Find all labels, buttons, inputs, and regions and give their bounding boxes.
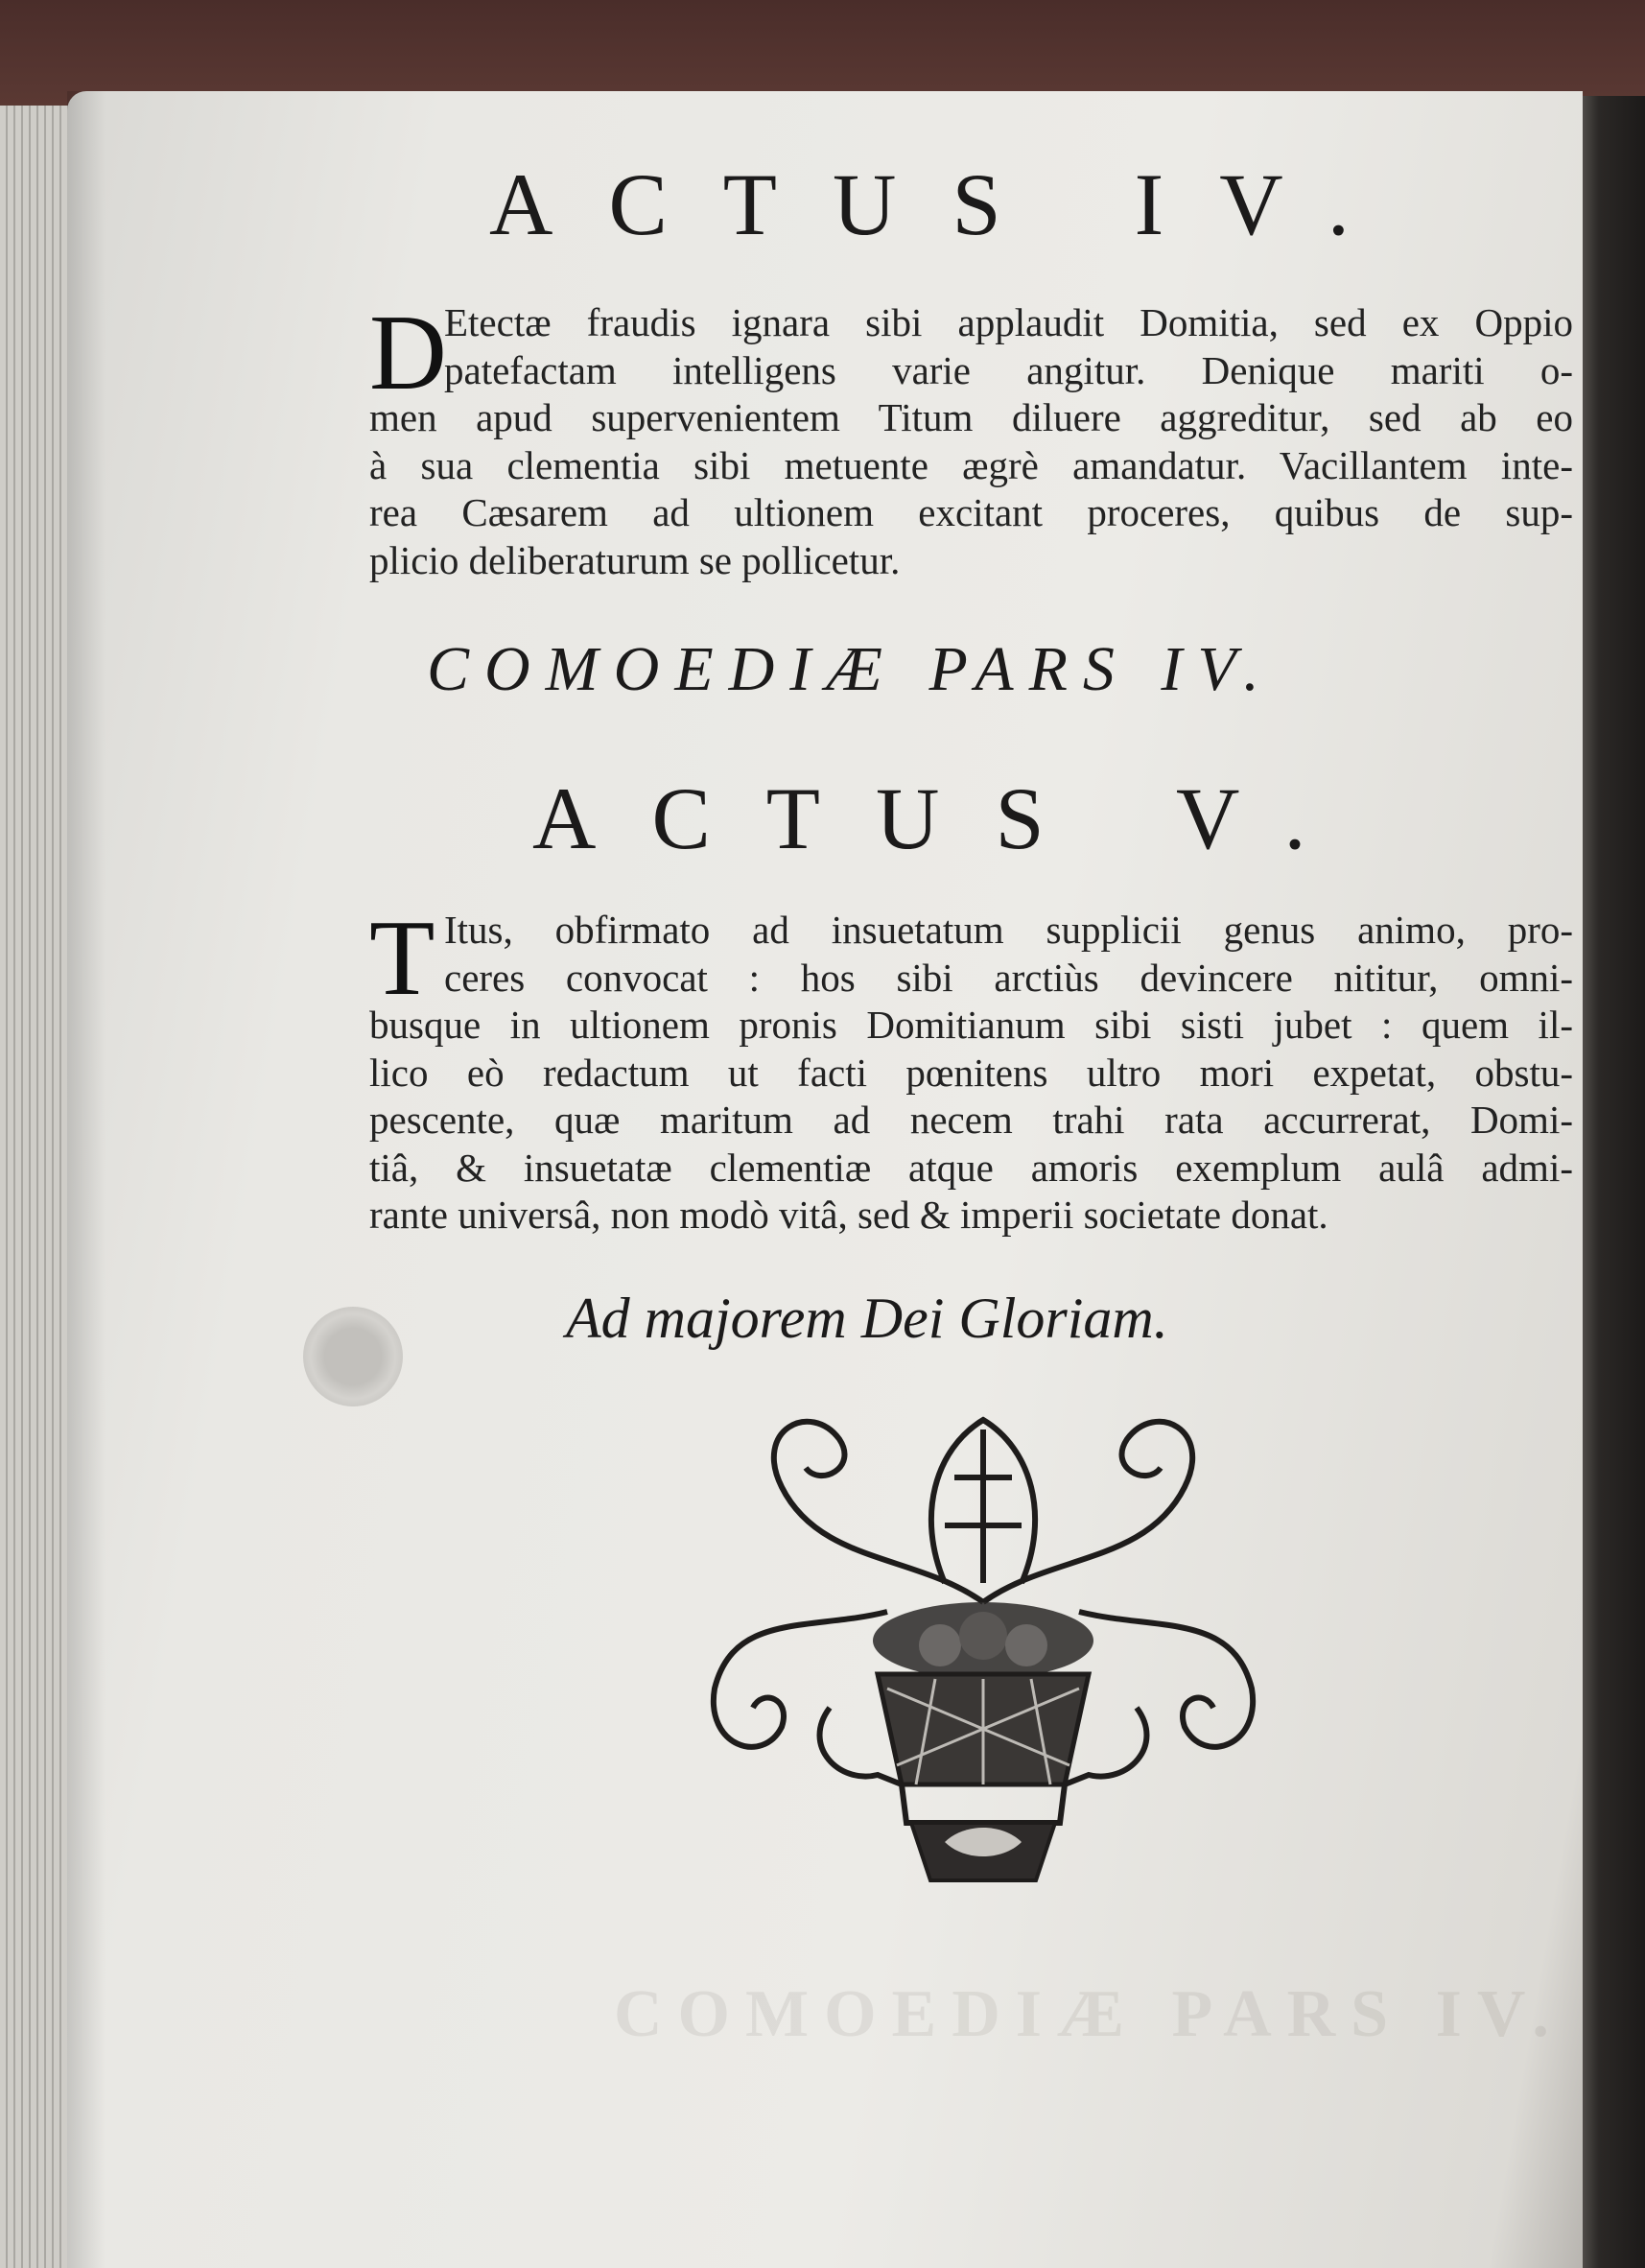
page-gutter-shadow: [67, 91, 106, 2268]
text-line: rante universâ, non modò vitâ, sed & imperii societate donat.: [369, 1193, 1328, 1237]
text-line: tiâ, & insuetatæ clementiæ atque amoris exemplum aulâ admi-: [369, 1145, 1573, 1190]
paragraph-act-v: [369, 899, 1573, 1240]
text-line: Itus, obfirmato ad insuetatum supplicii genus animo, pro-: [444, 908, 1573, 952]
text-line: patefactam intelligens varie angitur. Denique mariti o-: [444, 347, 1573, 392]
text-line: Etectæ fraudis ignara sibi applaudit Domitia, sed ex Oppio: [444, 300, 1573, 344]
drop-cap: T: [369, 899, 435, 1018]
heading-actus-iv: ACTUS IV.: [489, 155, 1405, 253]
text-line: plicio deliberaturum se pollicetur.: [369, 537, 901, 582]
library-stamp-icon: [303, 1307, 403, 1406]
text-line: busque in ultionem pronis Domitianum sibi sisti jubet : quem il-: [369, 1003, 1573, 1047]
motto: Ad majorem Dei Gloriam.: [566, 1287, 1168, 1350]
text-line: à sua clementia sibi metuente ægrè amandatur. Vacillantem inte-: [369, 442, 1573, 487]
ornament-vase-icon: [695, 1401, 1271, 1890]
text-line: men apud supervenientem Titum diluere aggreditur, sed ab eo: [369, 395, 1573, 439]
text-line: pescente, quæ maritum ad necem trahi rata accurrerat, Domi-: [369, 1098, 1573, 1142]
text-line: lico eò redactum ut facti pœnitens ultro mori expetat, obstu-: [369, 1050, 1573, 1095]
text-line: ceres convocat : hos sibi arctiùs devincere nititur, omni-: [444, 955, 1573, 1000]
paragraph-act-iv: [369, 294, 1573, 584]
drop-cap: D: [369, 294, 447, 413]
heading-actus-v: ACTUS V.: [532, 769, 1362, 867]
bleed-through-text: COMOEDIÆ PARS IV.: [614, 1977, 1564, 2051]
text-line: rea Cæsarem ad ultionem excitant proceres, quibus de sup-: [369, 490, 1573, 534]
heading-comoediae-pars-iv: COMOEDIÆ PARS IV.: [427, 634, 1275, 704]
